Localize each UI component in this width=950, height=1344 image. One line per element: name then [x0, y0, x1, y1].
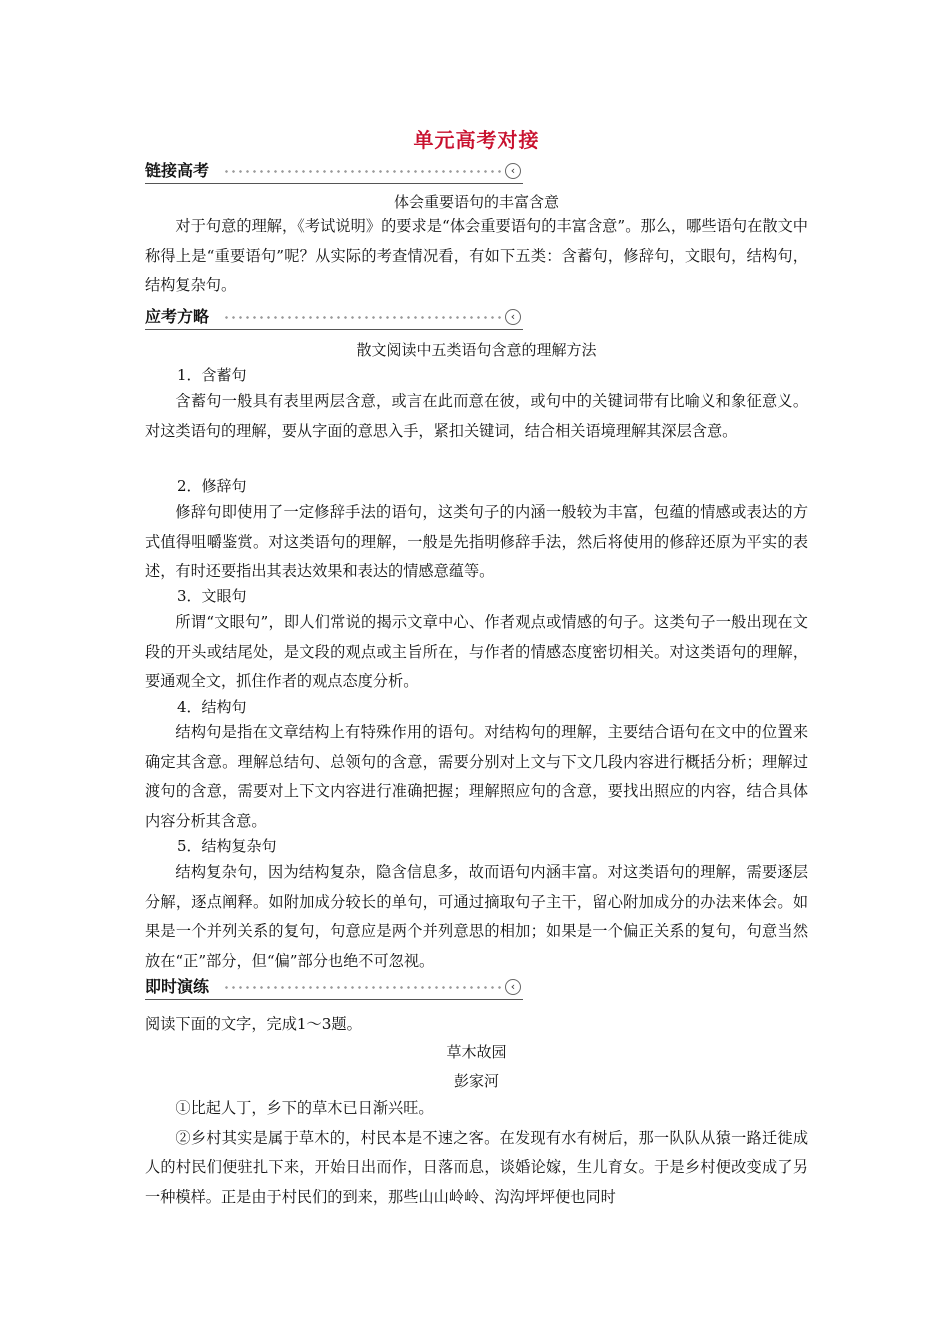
section-rule [145, 183, 523, 184]
item-text: 所谓“文眼句”，即人们常说的揭示文章中心、作者观点或情感的句子。这类句子一般出现在文段的开头或结尾处，是文段的观点或主旨所在，与作者的情感态度密切相关。对这类语句的理解，要通观全文，抓住作者的观点态度分析。 [145, 613, 808, 690]
article-body [145, 1094, 808, 1212]
item-text: 结构句是指在文章结构上有特殊作用的语句。对结构句的理解，主要结合语句在文中的位置来确定其含意。理解总结句、总领句的含意，需要分别对上文与下文几段内容进行概括分析；理解过渡句的含意，需要对上下文内容进行准确把握；理解照应句的含意，要找出照应的内容，结合具体内容分析其含意。 [145, 723, 808, 830]
section-label: 链接高考 [145, 161, 210, 180]
section-header-link [145, 160, 523, 184]
section-rule [145, 329, 523, 330]
link-paragraph: 对于句意的理解，《考试说明》的要求是“体会重要语句的丰富含意”。那么，哪些语句在散文中称得上是“重要语句”呢？从实际的考查情况看，有如下五类：含蓄句，修辞句，文眼句，结构句，结构复杂句。 [145, 217, 808, 294]
item-text: 修辞句即使用了一定修辞手法的语句，这类句子的内涵一般较为丰富，包蕴的情感或表达的方式值得咀嚼鉴赏。对这类语句的理解，一般是先指明修辞手法，然后将使用的修辞还原为平实的表述，有时还要指出其表达效果和表达的情感意蕴等。 [145, 503, 808, 580]
page-title: 单元高考对接 [413, 128, 540, 152]
article-paragraph: ①比起人丁，乡下的草木已日渐兴旺。 [175, 1099, 434, 1117]
item-heading: 1．含蓄句 [177, 366, 247, 384]
item-body [145, 858, 808, 976]
item-body [145, 608, 808, 697]
item-heading: 3．文眼句 [177, 587, 247, 605]
item-text: 含蓄句一般具有表里两层含意，或言在此而意在彼，或句中的关键词带有比喻义和象征意义。对这类语句的理解，要从字面的意思入手，紧扣关键词，结合相关语境理解其深层含意。 [145, 392, 808, 440]
item-text: 结构复杂句，因为结构复杂，隐含信息多，故而语句内涵丰富。对这类语句的理解，需要逐层分解，逐点阐释。如附加成分较长的单句，可通过摘取句子主干，留心附加成分的办法来体会。如果是一个并列关系的复句，句意应是两个并列意思的相加；如果是一个偏正关系的复句，句意当然放在“正”部分，但“偏”部分也绝不可忽视。 [145, 863, 808, 970]
link-subtitle: 体会重要语句的丰富含意 [393, 193, 559, 211]
article-author: 彭家河 [453, 1072, 499, 1090]
article-title: 草木故园 [446, 1043, 507, 1061]
item-body [145, 387, 808, 446]
strategy-subtitle: 散文阅读中五类语句含意的理解方法 [356, 341, 597, 359]
chevron-left-icon: ‹ [505, 163, 521, 179]
section-header-practice [145, 976, 523, 1000]
item-body [145, 498, 808, 587]
item-heading: 2．修辞句 [177, 477, 247, 495]
dotted-divider [223, 170, 505, 173]
chevron-left-icon: ‹ [505, 309, 521, 325]
item-heading: 4．结构句 [177, 698, 247, 716]
link-paragraph-block [145, 212, 808, 301]
chevron-left-icon: ‹ [505, 979, 521, 995]
section-header-strategy [145, 306, 523, 330]
section-label: 应考方略 [145, 307, 210, 326]
section-label: 即时演练 [145, 977, 210, 996]
article-paragraph: ②乡村其实是属于草木的，村民本是不速之客。在发现有水有树后，那一队队从猿一路迁徙成人的村民们便驻扎下来，开始日出而作，日落而息，谈婚论嫁，生儿育女。于是乡村便改变成了另一种模样。正是由于村民们的到来，那些山山岭岭、沟沟坪坪便也同时 [145, 1128, 808, 1206]
practice-instruction-block [145, 1010, 808, 1040]
item-heading: 5．结构复杂句 [177, 837, 277, 855]
dotted-divider [223, 986, 505, 989]
practice-instruction: 阅读下面的文字，完成1～3题。 [145, 1015, 362, 1033]
dotted-divider [223, 316, 505, 319]
section-rule [145, 999, 523, 1000]
item-body [145, 718, 808, 836]
